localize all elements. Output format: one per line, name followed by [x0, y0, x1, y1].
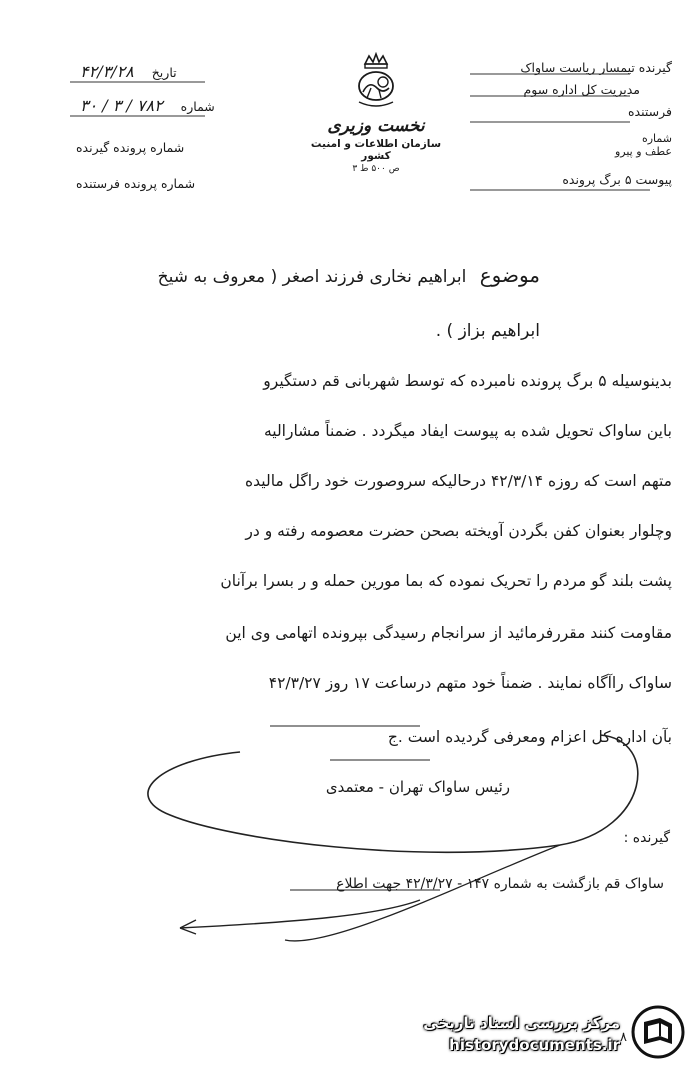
archive-logo-icon [630, 1004, 686, 1060]
body-line: متهم است که روزه ۴۲/۳/۱۴ درحالیکه سروصورت خود راگل مالیده [245, 472, 672, 490]
subject-line-1: موضوع ابراهیم نخاری فرزند اصغر ( معروف به شیخ [157, 263, 540, 287]
date-field: تاریخ ۴۲/۳/۲۸ [80, 62, 177, 81]
attachment-line: پیوست ۵ برگ پرونده [562, 172, 672, 187]
recipient-line: گیرنده تیمسار ریاست ساواک [520, 60, 672, 75]
archive-watermark [420, 1000, 690, 1060]
body-line: مقاومت کنند مقررفرمائید از سرانجام رسیدگی بپرونده اتهامی وی این [225, 624, 672, 642]
subject-line-2: ابراهیم بزاز ) . [435, 321, 540, 341]
cc-line: ساواک قم بازگشت به شماره ۱۴۷ - ۴۲/۳/۲۷ جهت اطلاع [336, 876, 664, 892]
body-line: ساواک راآگاه نمایند . ضمناً خود متهم درساعت ۱۷ روز ۴۲/۳/۲۷ [268, 674, 672, 692]
date-value: ۴۲/۳/۲۸ [80, 62, 134, 81]
body-line: بدینوسیله ۵ برگ پرونده نامبرده که توسط شهربانی قم دستگیرو [263, 372, 672, 390]
form-code: ص ۵۰۰ ط ۳ [352, 164, 400, 174]
signature-title: رئیس ساواک تهران - معتمدی [325, 778, 510, 796]
body-line: پشت بلند گو مردم را تحریک نموده که بما مورین حمله و ر بسرا برآنان [220, 572, 672, 590]
sender-file-number: شماره پرونده فرستنده [76, 176, 196, 191]
receiver-file-number: شماره پرونده گیرنده [76, 140, 185, 155]
subject-keyword: موضوع [479, 263, 540, 287]
number-value: ۷۸۲ / ۳ / ۳۰ [80, 96, 163, 115]
body-line: باین ساواک تحویل شده به پیوست ایفاد میگردد . ضمناً مشارالیه [263, 422, 672, 440]
page-number: ۸ [620, 1030, 627, 1045]
reference-number-label: شماره عطف و پیرو [614, 132, 672, 158]
body-line: وچلوار بعنوان کفن بگردن آویخته بصحن حضرت معصومه رفته و در [245, 522, 672, 540]
prime-ministry-title: نخست وزیری [327, 116, 425, 136]
archive-url: historydocuments.ir [449, 1036, 620, 1054]
body-line: بآن اداره کل اعزام ومعرفی گردیده است .ج [387, 728, 672, 746]
number-field: شماره ۷۸۲ / ۳ / ۳۰ [80, 96, 215, 115]
archive-name: مرکز بررسی اسناد تاریخی [423, 1014, 620, 1032]
recipient-department: مدیریت کل اداره سوم [523, 82, 640, 97]
agency-name: سازمان اطلاعات و امنیت کشور [310, 138, 442, 162]
sender-label: فرستنده [627, 104, 672, 119]
cc-label: گیرنده : [623, 830, 670, 846]
